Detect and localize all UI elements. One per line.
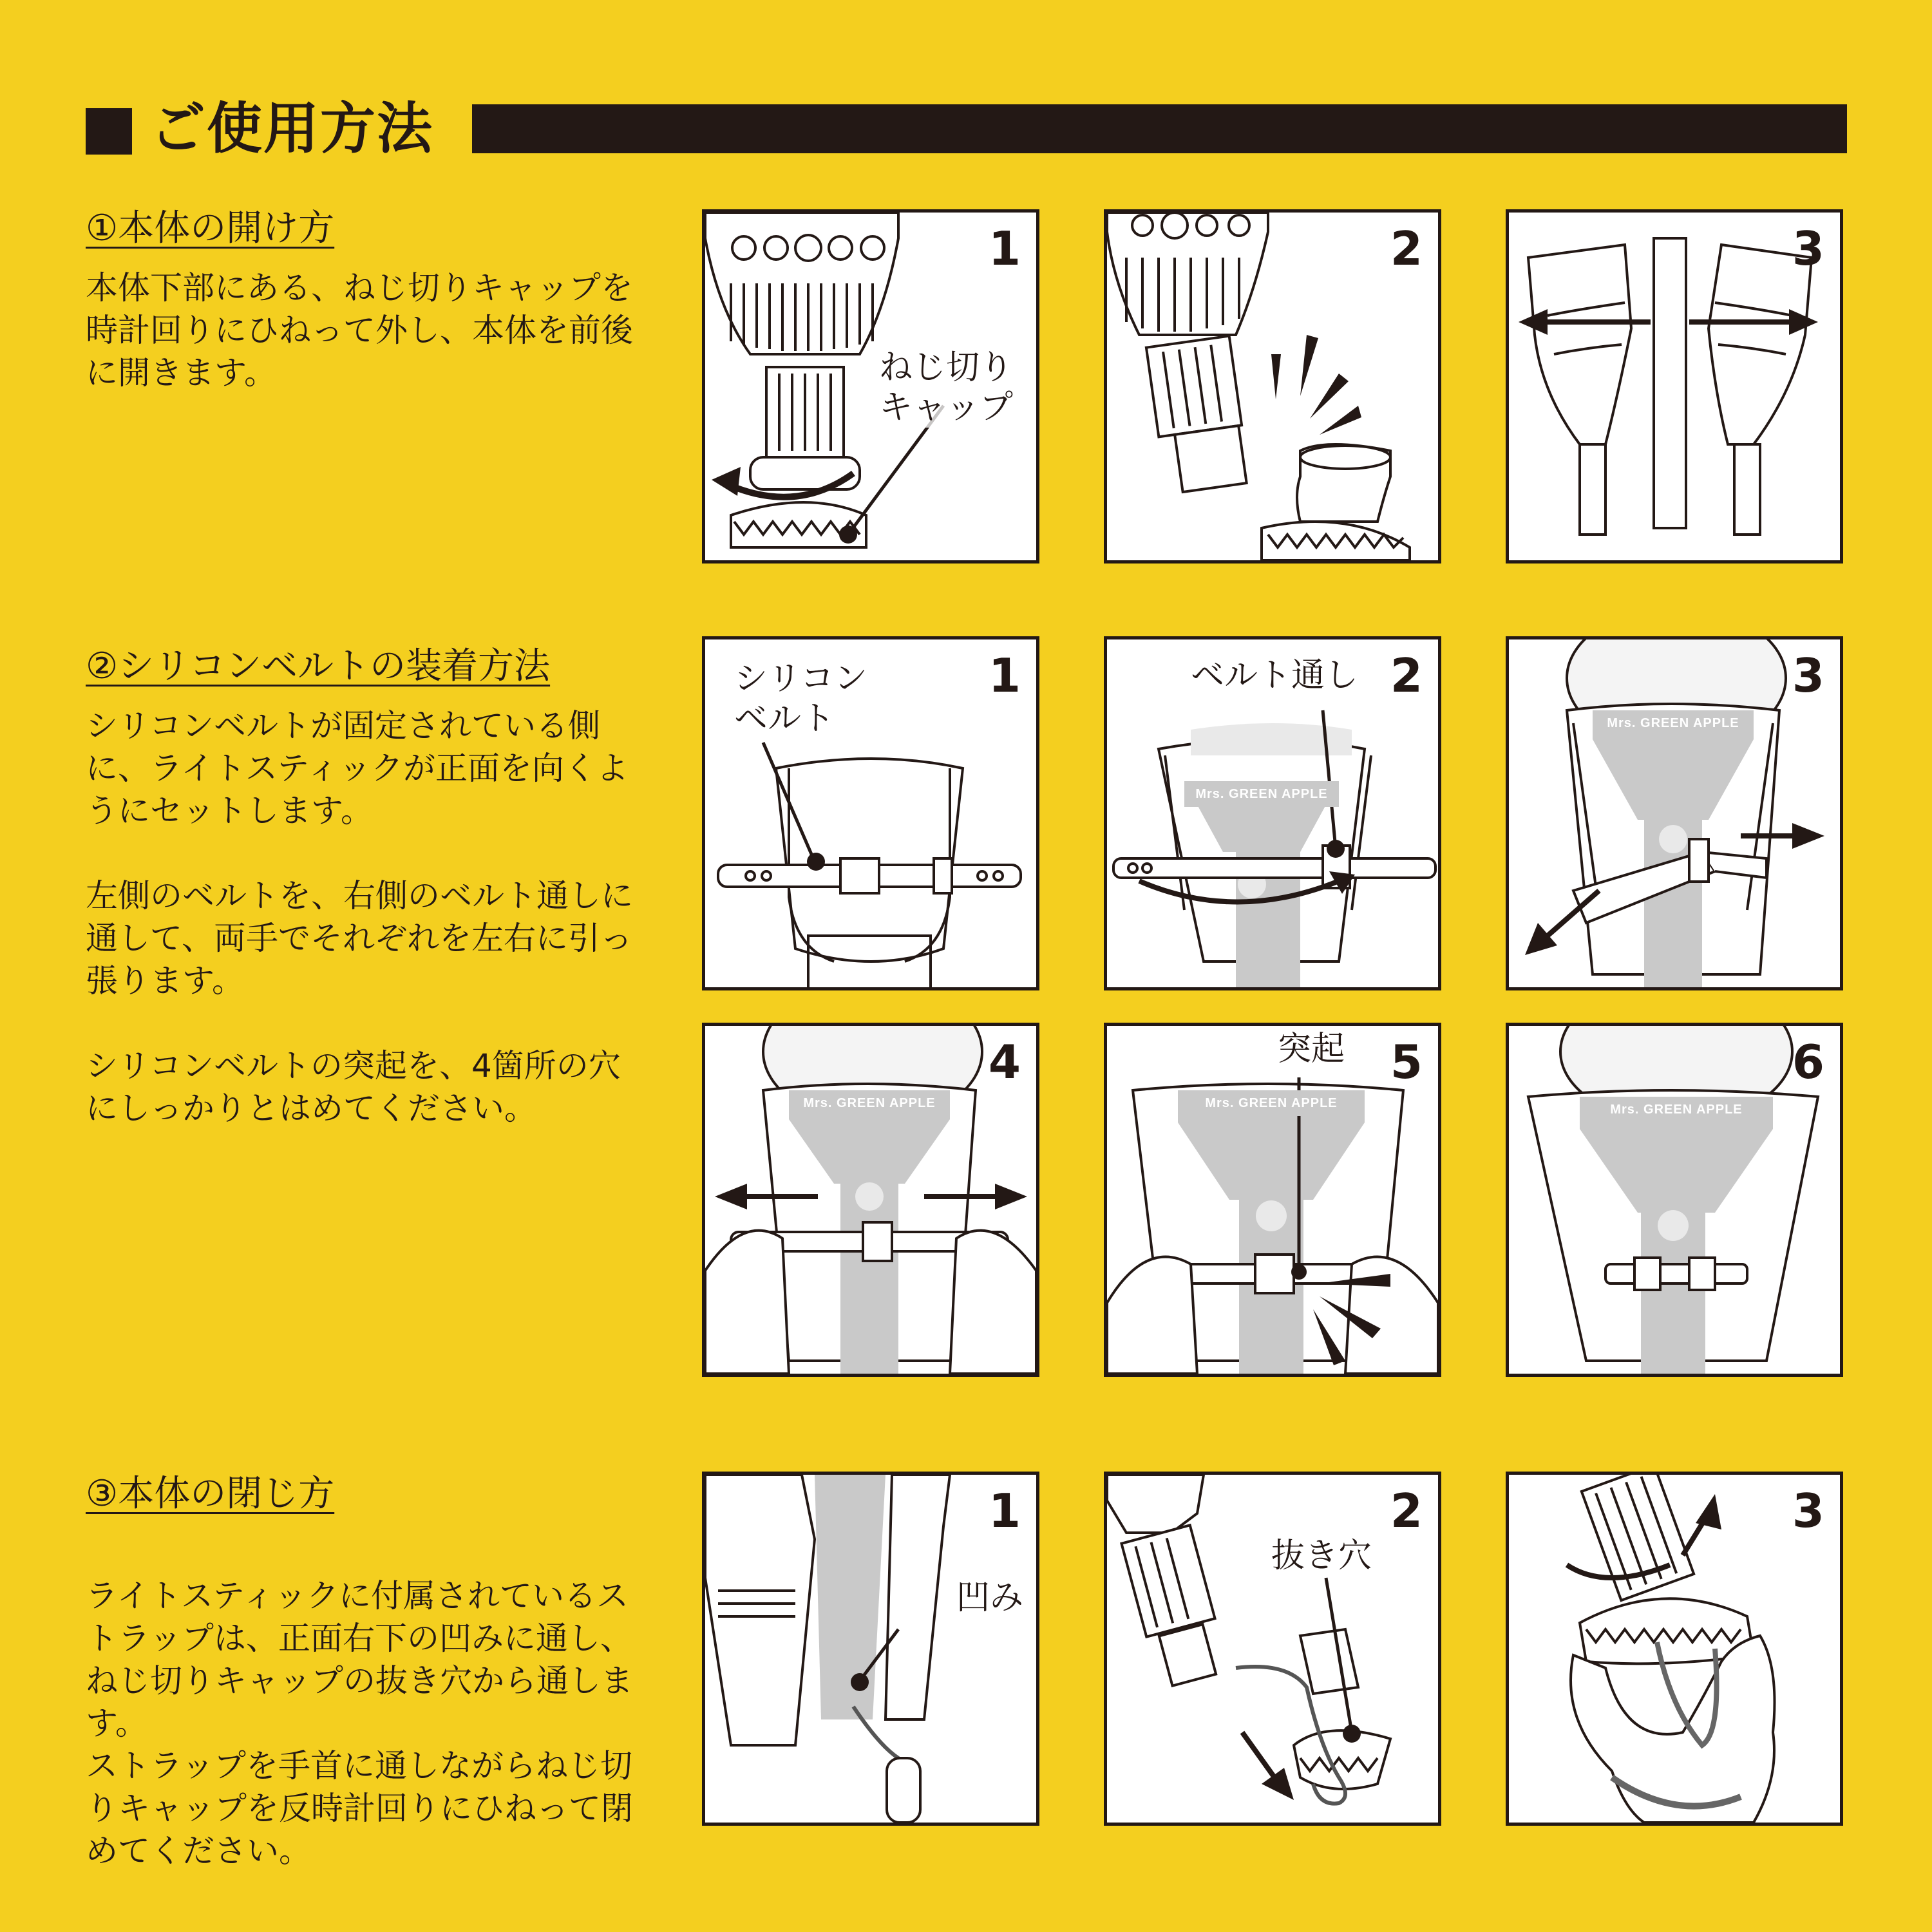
logo-band: Mrs. GREEN APPLE xyxy=(789,1090,950,1116)
section-paragraph: シリコンベルトの突起を、4箇所の穴にしっかりとはめてください。 xyxy=(86,1047,621,1127)
callout-label: ベルト通し xyxy=(1191,656,1359,695)
step-number: 2 xyxy=(1390,222,1423,276)
belt-pull-illustration xyxy=(1509,639,1840,987)
illustration-panel-belt-3 xyxy=(1506,636,1843,990)
illustration-panel-belt-2 xyxy=(1104,636,1441,990)
callout-label: 凹み xyxy=(956,1578,1024,1617)
logo-band: Mrs. GREEN APPLE xyxy=(1593,710,1754,736)
section-closing xyxy=(86,1472,633,1915)
page-header xyxy=(86,97,1847,161)
belt-hands-illustration xyxy=(705,1026,1036,1374)
callout-label: シリコン ベルト xyxy=(734,659,867,738)
logo-band: Mrs. GREEN APPLE xyxy=(1184,781,1339,807)
section-paragraph: ライトスティックに付属されているストラップは、正面右下の凹みに通し、ねじ切りキャップの抜き穴から通します。 ストラップを手首に通しながらねじ切りキャップを反時計回りにひねって閉めてください。 xyxy=(86,1577,633,1870)
step-number: 1 xyxy=(988,649,1021,703)
illustration-panel-belt-6 xyxy=(1506,1023,1843,1377)
step-number: 1 xyxy=(988,222,1021,276)
step-number: 2 xyxy=(1390,1484,1423,1538)
section-paragraph: 左側のベルトを、右側のベルト通しに通して、両手でそれぞれを左右に引っ張ります。 xyxy=(86,877,633,999)
strap-hole-illustration xyxy=(1107,1475,1438,1823)
cap-twist-illustration xyxy=(1509,1475,1840,1823)
section-belt xyxy=(86,644,633,1130)
section-paragraph: 本体下部にある、ねじ切りキャップを時計回りにひねって外し、本体を前後に開きます。 xyxy=(86,269,633,392)
logo-band: Mrs. GREEN APPLE xyxy=(1580,1097,1773,1122)
header-bar xyxy=(472,104,1847,153)
section-body xyxy=(86,1532,633,1915)
belt-attached-illustration xyxy=(1509,1026,1840,1374)
step-number: 2 xyxy=(1390,649,1423,703)
step-number: 3 xyxy=(1792,1484,1824,1538)
body-split-illustration xyxy=(1509,213,1840,560)
step-number: 1 xyxy=(988,1484,1021,1538)
illustration-panel-belt-4 xyxy=(702,1023,1039,1377)
illustration-panel-close-2 xyxy=(1104,1472,1441,1826)
strap-notch-illustration xyxy=(705,1475,1036,1823)
step-number: 3 xyxy=(1792,222,1824,276)
callout-label: 突起 xyxy=(1278,1030,1345,1068)
belt-protrusion-illustration xyxy=(1107,1026,1438,1374)
callout-label: 抜き穴 xyxy=(1271,1537,1372,1575)
logo-band: Mrs. GREEN APPLE xyxy=(1178,1090,1365,1116)
cap-removed-illustration xyxy=(1107,213,1438,560)
step-number: 4 xyxy=(988,1035,1021,1089)
illustration-panel-belt-1 xyxy=(702,636,1039,990)
header-square-icon xyxy=(86,108,132,155)
step-number: 3 xyxy=(1792,649,1824,703)
section-paragraph: シリコンベルトが固定されている側に、ライトスティックが正面を向くようにセットします。 xyxy=(86,707,629,829)
section-title: ①本体の開け方 xyxy=(86,207,335,249)
section-body xyxy=(86,267,633,394)
illustration-panel-open-2 xyxy=(1104,209,1441,564)
section-body xyxy=(86,705,633,1130)
illustration-panel-close-3 xyxy=(1506,1472,1843,1826)
illustration-panel-close-1 xyxy=(702,1472,1039,1826)
illustration-panel-open-1 xyxy=(702,209,1039,564)
callout-label: ねじ切り キャップ xyxy=(879,348,1014,427)
illustration-panel-open-3 xyxy=(1506,209,1843,564)
illustration-panel-belt-5 xyxy=(1104,1023,1441,1377)
section-title: ③本体の閉じ方 xyxy=(86,1473,335,1515)
step-number: 5 xyxy=(1390,1035,1423,1089)
step-number: 6 xyxy=(1792,1035,1824,1089)
page-title: ご使用方法 xyxy=(150,97,433,161)
section-opening xyxy=(86,206,633,394)
section-title: ②シリコンベルトの装着方法 xyxy=(86,645,551,687)
